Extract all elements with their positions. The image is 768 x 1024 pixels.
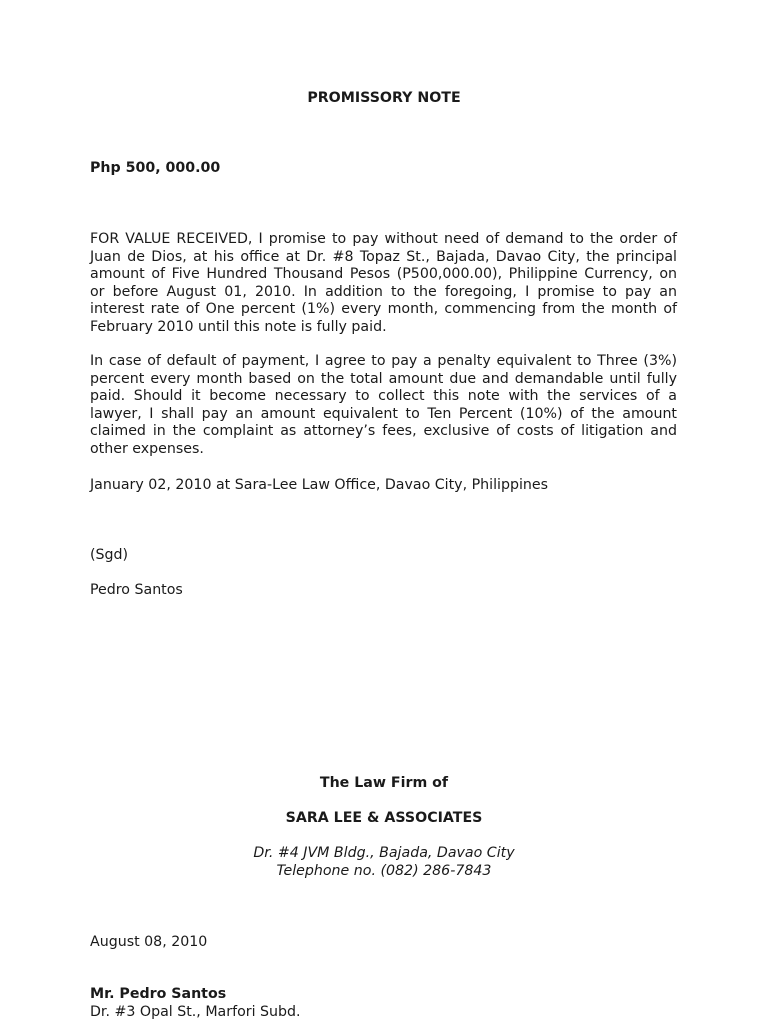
paragraph-value-received: FOR VALUE RECEIVED, I promise to pay without need of demand to the order of Juan de Dios, at his office at Dr. #8 Topaz St., Bajada, Davao City, the principal amount of Five Hundred Thousand Pesos (P500,000.00), Philippine Currency, on or before August 01, 2010. In addition to the foregoing, I promise to pay an interest rate of One percent (1%) every month, commencing from the month of February 2010 until this note is fully paid.: [90, 231, 677, 335]
letterhead-contact: [0, 845, 768, 880]
document-title: PROMISSORY NOTE: [307, 90, 461, 106]
principal-amount: Php 500, 000.00: [90, 160, 221, 176]
paragraph-default-penalty: In case of default of payment, I agree to pay a penalty equivalent to Three (3%) percent every month based on the total amount due and demandable until fully paid. Should it become necessary to collect this note with the services of a lawyer, I shall pay an amount equivalent to Ten Percent (10%) of the amount claimed in the complaint as attorney’s fees, exclusive of costs of litigation and other expenses.: [90, 353, 677, 457]
letterhead-address: Dr. #4 JVM Bldg., Bajada, Davao City: [253, 845, 515, 861]
letterhead-firm-of: The Law Firm of: [319, 775, 449, 791]
letterhead-telephone: Telephone no. (082) 286-7843: [276, 862, 492, 879]
signer-name: Pedro Santos: [90, 582, 183, 598]
letter-date: August 08, 2010: [90, 934, 208, 950]
signature-mark: (Sgd): [90, 547, 129, 563]
date-place-line: January 02, 2010 at Sara-Lee Law Office, Davao City, Philippines: [90, 477, 549, 493]
letterhead-firm-name: SARA LEE & ASSOCIATES: [285, 810, 483, 826]
recipient-name: Mr. Pedro Santos: [90, 986, 227, 1002]
recipient-address: Dr. #3 Opal St., Marfori Subd.: [90, 1004, 301, 1020]
